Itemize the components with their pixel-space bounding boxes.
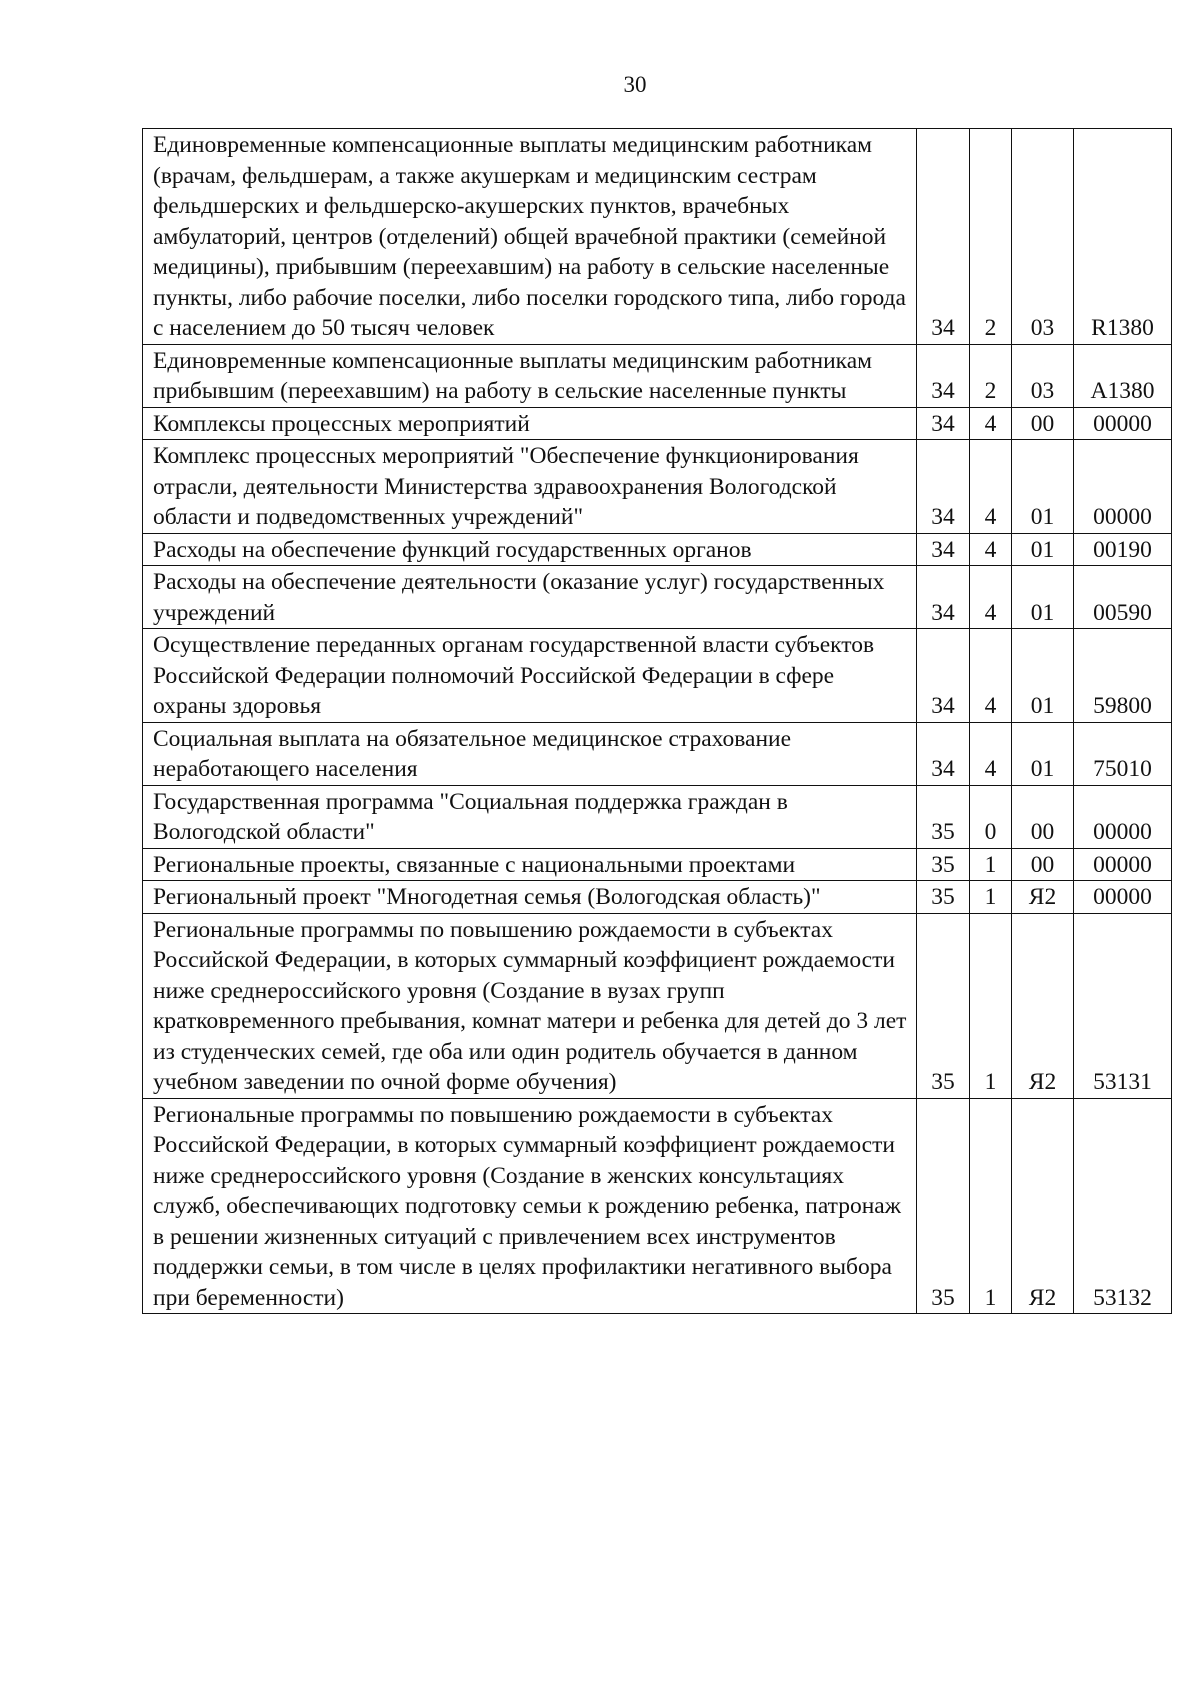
expense-direction-cell: 00000 bbox=[1074, 881, 1172, 914]
subprogram-type-cell: 2 bbox=[970, 344, 1012, 407]
subprogram-type-cell: 4 bbox=[970, 407, 1012, 440]
structural-element-cell: Я2 bbox=[1012, 881, 1074, 914]
structural-element-cell: 03 bbox=[1012, 129, 1074, 345]
table-row bbox=[143, 881, 1172, 914]
expense-direction-cell: 00000 bbox=[1074, 785, 1172, 848]
subprogram-type-cell: 2 bbox=[970, 129, 1012, 345]
structural-element-cell: 01 bbox=[1012, 533, 1074, 566]
table-row bbox=[143, 533, 1172, 566]
program-code-cell: 35 bbox=[917, 881, 970, 914]
row-name-cell: Расходы на обеспечение функций государственных органов bbox=[143, 533, 917, 566]
program-code-cell: 35 bbox=[917, 913, 970, 1098]
subprogram-type-cell: 1 bbox=[970, 848, 1012, 881]
table-row bbox=[143, 566, 1172, 629]
program-code-cell: 35 bbox=[917, 1098, 970, 1314]
expense-direction-cell: 59800 bbox=[1074, 629, 1172, 723]
subprogram-type-cell: 1 bbox=[970, 913, 1012, 1098]
table-body bbox=[143, 129, 1172, 1314]
row-name-cell: Социальная выплата на обязательное медицинское страхование неработающего населения bbox=[143, 722, 917, 785]
program-code-cell: 34 bbox=[917, 129, 970, 345]
structural-element-cell: 00 bbox=[1012, 848, 1074, 881]
row-name-cell: Региональный проект "Многодетная семья (Вологодская область)" bbox=[143, 881, 917, 914]
table-row bbox=[143, 848, 1172, 881]
subprogram-type-cell: 4 bbox=[970, 629, 1012, 723]
expense-direction-cell: 53131 bbox=[1074, 913, 1172, 1098]
structural-element-cell: 00 bbox=[1012, 785, 1074, 848]
row-name-cell: Региональные программы по повышению рождаемости в субъектах Российской Федерации, в которых суммарный коэффициент рождаемости ниже среднероссийского уровня (Создание в вузах групп кратковременного пребывания, комнат матери и ребенка для детей до 3 лет из студенческих семей, где оба или один родитель обучается в данном учебном заведении по очной форме обучения) bbox=[143, 913, 917, 1098]
table-row bbox=[143, 129, 1172, 345]
expense-direction-cell: 00590 bbox=[1074, 566, 1172, 629]
structural-element-cell: 01 bbox=[1012, 440, 1074, 534]
table-row bbox=[143, 440, 1172, 534]
row-name-cell: Региональные программы по повышению рождаемости в субъектах Российской Федерации, в которых суммарный коэффициент рождаемости ниже среднероссийского уровня (Создание в женских консультациях служб, обеспечивающих подготовку семьи к рождению ребенка, патронаж в решении жизненных ситуаций с привлечением всех инструментов поддержки семьи, в том числе в целях профилактики негативного выбора при беременности) bbox=[143, 1098, 917, 1314]
expense-direction-cell: 00000 bbox=[1074, 407, 1172, 440]
budget-classification-table bbox=[142, 128, 1172, 1314]
table-row bbox=[143, 785, 1172, 848]
program-code-cell: 34 bbox=[917, 629, 970, 723]
structural-element-cell: Я2 bbox=[1012, 913, 1074, 1098]
table-row bbox=[143, 344, 1172, 407]
table-row bbox=[143, 629, 1172, 723]
expense-direction-cell: 53132 bbox=[1074, 1098, 1172, 1314]
row-name-cell: Государственная программа "Социальная поддержка граждан в Вологодской области" bbox=[143, 785, 917, 848]
program-code-cell: 34 bbox=[917, 344, 970, 407]
expense-direction-cell: R1380 bbox=[1074, 129, 1172, 345]
row-name-cell: Комплекс процессных мероприятий "Обеспечение функционирования отрасли, деятельности Министерства здравоохранения Вологодской области и подведомственных учреждений" bbox=[143, 440, 917, 534]
program-code-cell: 34 bbox=[917, 566, 970, 629]
expense-direction-cell: A1380 bbox=[1074, 344, 1172, 407]
expense-direction-cell: 00000 bbox=[1074, 440, 1172, 534]
subprogram-type-cell: 1 bbox=[970, 881, 1012, 914]
structural-element-cell: 00 bbox=[1012, 407, 1074, 440]
row-name-cell: Региональные проекты, связанные с национальными проектами bbox=[143, 848, 917, 881]
subprogram-type-cell: 4 bbox=[970, 722, 1012, 785]
structural-element-cell: 01 bbox=[1012, 722, 1074, 785]
program-code-cell: 34 bbox=[917, 722, 970, 785]
structural-element-cell: Я2 bbox=[1012, 1098, 1074, 1314]
structural-element-cell: 01 bbox=[1012, 629, 1074, 723]
program-code-cell: 34 bbox=[917, 407, 970, 440]
subprogram-type-cell: 4 bbox=[970, 566, 1012, 629]
table-row bbox=[143, 722, 1172, 785]
row-name-cell: Расходы на обеспечение деятельности (оказание услуг) государственных учреждений bbox=[143, 566, 917, 629]
expense-direction-cell: 75010 bbox=[1074, 722, 1172, 785]
row-name-cell: Комплексы процессных мероприятий bbox=[143, 407, 917, 440]
table-row bbox=[143, 913, 1172, 1098]
program-code-cell: 35 bbox=[917, 785, 970, 848]
structural-element-cell: 01 bbox=[1012, 566, 1074, 629]
subprogram-type-cell: 0 bbox=[970, 785, 1012, 848]
structural-element-cell: 03 bbox=[1012, 344, 1074, 407]
table-row bbox=[143, 1098, 1172, 1314]
row-name-cell: Единовременные компенсационные выплаты медицинским работникам прибывшим (переехавшим) на работу в сельские населенные пункты bbox=[143, 344, 917, 407]
row-name-cell: Единовременные компенсационные выплаты медицинским работникам (врачам, фельдшерам, а также акушеркам и медицинским сестрам фельдшерских и фельдшерско-акушерских пунктов, врачебных амбулаторий, центров (отделений) общей врачебной практики (семейной медицины), прибывшим (переехавшим) на работу в сельские населенные пункты, либо рабочие поселки, либо поселки городского типа, либо города с населением до 50 тысяч человек bbox=[143, 129, 917, 345]
page-number: 30 bbox=[623, 72, 647, 97]
program-code-cell: 35 bbox=[917, 848, 970, 881]
program-code-cell: 34 bbox=[917, 533, 970, 566]
row-name-cell: Осуществление переданных органам государственной власти субъектов Российской Федерации полномочий Российской Федерации в сфере охраны здоровья bbox=[143, 629, 917, 723]
expense-direction-cell: 00000 bbox=[1074, 848, 1172, 881]
subprogram-type-cell: 1 bbox=[970, 1098, 1012, 1314]
table-row bbox=[143, 407, 1172, 440]
program-code-cell: 34 bbox=[917, 440, 970, 534]
subprogram-type-cell: 4 bbox=[970, 533, 1012, 566]
expense-direction-cell: 00190 bbox=[1074, 533, 1172, 566]
subprogram-type-cell: 4 bbox=[970, 440, 1012, 534]
